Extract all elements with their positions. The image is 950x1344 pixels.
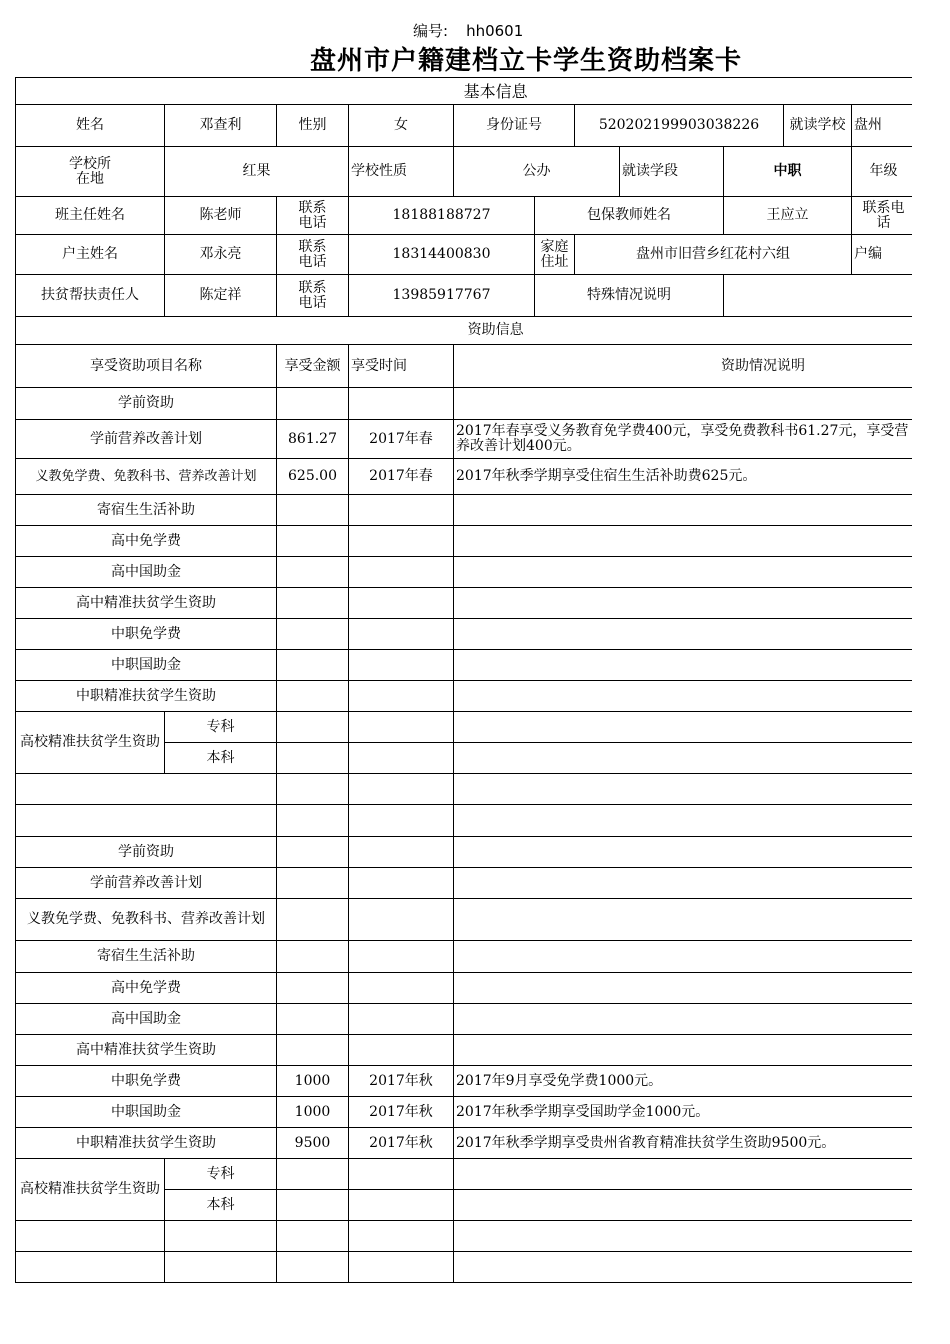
aid-time: [349, 1004, 454, 1035]
helper-label: 扶贫帮扶责任人: [16, 275, 165, 317]
aid-amount: 9500: [277, 1128, 349, 1159]
id-value: 520202199903038226: [575, 105, 784, 147]
aid-time: [349, 588, 454, 619]
aid-name: 中职国助金: [16, 650, 277, 681]
aid-time: [349, 837, 454, 868]
aid-desc: [454, 941, 913, 973]
aid-name: 学前营养改善计划: [16, 420, 277, 459]
aid-name: 学前营养改善计划: [16, 868, 277, 899]
aid-desc: [454, 681, 913, 712]
special-label: 特殊情况说明: [535, 275, 724, 317]
col-description: 资助情况说明: [454, 345, 913, 388]
aid-desc: [454, 973, 913, 1004]
aid-name: 义教免学费、免教科书、营养改善计划: [16, 459, 277, 495]
aid-desc: [454, 837, 913, 868]
aid-desc: [454, 557, 913, 588]
aid-amount: [277, 557, 349, 588]
aid-time: [349, 495, 454, 526]
hukou-label: 户编: [852, 235, 913, 275]
aid-time: [349, 619, 454, 650]
aid-name: 义教免学费、免教科书、营养改善计划: [16, 899, 277, 941]
aid-name: 高中精准扶贫学生资助: [16, 588, 277, 619]
aid-amount: [277, 1035, 349, 1066]
serial-value: hh0601: [466, 22, 524, 40]
blank-desc: [454, 774, 913, 805]
aid-desc: 2017年秋季学期享受住宿生生活补助费625元。: [454, 459, 913, 495]
school-type-label: 学校性质: [349, 147, 454, 197]
aid-time: [349, 868, 454, 899]
aid-name: 中职国助金: [16, 1097, 277, 1128]
archive-sheet: [15, 77, 912, 1283]
aid-desc: [454, 388, 913, 420]
aid-section-title: 资助信息: [16, 317, 913, 345]
aid-amount: [277, 681, 349, 712]
helper-contact-label: 联系电话: [277, 275, 349, 317]
school-label: 就读学校: [784, 105, 852, 147]
serial-number: [413, 20, 523, 41]
aid-time: [349, 743, 454, 774]
aid-name: 中职精准扶贫学生资助: [16, 681, 277, 712]
household-value: 邓永亮: [165, 235, 277, 275]
aid-name: 高中免学费: [16, 973, 277, 1004]
aid-amount: [277, 712, 349, 743]
aid-amount: [277, 868, 349, 899]
blank-name: [16, 805, 277, 837]
blank-amount: [277, 774, 349, 805]
household-contact-label: 联系电话: [277, 235, 349, 275]
id-label: 身份证号: [454, 105, 575, 147]
college-aid-label: 高校精准扶贫学生资助: [16, 1159, 165, 1221]
aid-amount: [277, 588, 349, 619]
blank-cell: [16, 1252, 165, 1283]
aid-time: 2017年春: [349, 459, 454, 495]
aid-amount: [277, 743, 349, 774]
school-type-value: 公办: [454, 147, 620, 197]
teacher-phone: 18188188727: [349, 197, 535, 235]
aid-amount: [277, 650, 349, 681]
blank-desc: [454, 1221, 913, 1252]
aid-time: 2017年秋: [349, 1066, 454, 1097]
aid-time: [349, 557, 454, 588]
helper-value: 陈定祥: [165, 275, 277, 317]
aid-desc: [454, 712, 913, 743]
blank-name: [16, 774, 277, 805]
aid-time: [349, 681, 454, 712]
aid-name: 中职精准扶贫学生资助: [16, 1128, 277, 1159]
aid-desc: 2017年9月享受免学费1000元。: [454, 1066, 913, 1097]
aid-amount: [277, 837, 349, 868]
special-value: [724, 275, 913, 317]
aid-time: [349, 1035, 454, 1066]
aid-name: 高中国助金: [16, 557, 277, 588]
aid-amount: [277, 495, 349, 526]
archive-table: [15, 77, 912, 1283]
teacher-contact-label: 联系电话: [277, 197, 349, 235]
aid-amount: 861.27: [277, 420, 349, 459]
aid-name: 高中精准扶贫学生资助: [16, 1035, 277, 1066]
aid-amount: [277, 619, 349, 650]
aid-name: 学前资助: [16, 837, 277, 868]
aid-desc: [454, 1190, 913, 1221]
col-amount: 享受金额: [277, 345, 349, 388]
aid-desc: [454, 743, 913, 774]
aid-time: [349, 1159, 454, 1190]
aid-amount: 1000: [277, 1097, 349, 1128]
aid-time: 2017年春: [349, 420, 454, 459]
blank-cell: [165, 1221, 277, 1252]
address-value: 盘州市旧营乡红花村六组: [575, 235, 852, 275]
aid-desc: [454, 899, 913, 941]
aid-time: 2017年秋: [349, 1128, 454, 1159]
page-title: 盘州市户籍建档立卡学生资助档案卡: [310, 46, 743, 76]
aid-desc: [454, 1004, 913, 1035]
aid-time: [349, 388, 454, 420]
address-label: 家庭住址: [535, 235, 575, 275]
zhuanke-label: 专科: [165, 712, 277, 743]
aid-time: [349, 650, 454, 681]
blank-desc: [454, 805, 913, 837]
school-location-label: 学校所在地: [16, 147, 165, 197]
household-label: 户主姓名: [16, 235, 165, 275]
guarantee-teacher-label: 包保教师姓名: [535, 197, 724, 235]
aid-name: 学前资助: [16, 388, 277, 420]
basic-section-title: 基本信息: [16, 78, 913, 105]
aid-amount: 1000: [277, 1066, 349, 1097]
aid-time: [349, 712, 454, 743]
aid-amount: [277, 526, 349, 557]
aid-amount: [277, 973, 349, 1004]
household-phone: 18314400830: [349, 235, 535, 275]
aid-time: [349, 899, 454, 941]
col-time: 享受时间: [349, 345, 454, 388]
aid-desc: 2017年秋季学期享受贵州省教育精准扶贫学生资助9500元。: [454, 1128, 913, 1159]
aid-desc: [454, 1159, 913, 1190]
aid-desc: [454, 650, 913, 681]
benke-label: 本科: [165, 1190, 277, 1221]
aid-name: 寄宿生生活补助: [16, 495, 277, 526]
helper-phone: 13985917767: [349, 275, 535, 317]
aid-time: [349, 941, 454, 973]
benke-label: 本科: [165, 743, 277, 774]
stage-label: 就读学段: [620, 147, 724, 197]
name-label: 姓名: [16, 105, 165, 147]
aid-desc: [454, 588, 913, 619]
aid-amount: [277, 388, 349, 420]
zhuanke-label: 专科: [165, 1159, 277, 1190]
guarantee-contact-label: 联系电话: [852, 197, 913, 235]
blank-cell: [349, 1221, 454, 1252]
aid-time: [349, 973, 454, 1004]
aid-desc: [454, 526, 913, 557]
blank-cell: [16, 1221, 165, 1252]
aid-desc: [454, 868, 913, 899]
aid-name: 中职免学费: [16, 1066, 277, 1097]
aid-time: [349, 1190, 454, 1221]
aid-name: 高中免学费: [16, 526, 277, 557]
aid-name: 中职免学费: [16, 619, 277, 650]
aid-desc: 2017年秋季学期享受国助学金1000元。: [454, 1097, 913, 1128]
aid-amount: [277, 1159, 349, 1190]
gender-value: 女: [349, 105, 454, 147]
teacher-label: 班主任姓名: [16, 197, 165, 235]
blank-time: [349, 805, 454, 837]
school-value: 盘州: [852, 105, 913, 147]
aid-amount: [277, 899, 349, 941]
aid-name: 高中国助金: [16, 1004, 277, 1035]
grade-label: 年级: [852, 147, 913, 197]
college-aid-label: 高校精准扶贫学生资助: [16, 712, 165, 774]
aid-amount: [277, 1004, 349, 1035]
blank-time: [349, 774, 454, 805]
aid-desc: 2017年春享受义务教育免学费400元，享受免费教科书61.27元，享受营养改善计划400元。: [454, 420, 913, 459]
teacher-value: 陈老师: [165, 197, 277, 235]
aid-amount: 625.00: [277, 459, 349, 495]
blank-cell: [349, 1252, 454, 1283]
serial-label: 编号:: [413, 22, 449, 40]
aid-desc: [454, 619, 913, 650]
aid-desc: [454, 495, 913, 526]
aid-amount: [277, 1190, 349, 1221]
blank-desc: [454, 1252, 913, 1283]
blank-cell: [277, 1252, 349, 1283]
col-project-name: 享受资助项目名称: [16, 345, 277, 388]
aid-time: [349, 526, 454, 557]
blank-cell: [165, 1252, 277, 1283]
aid-name: 寄宿生生活补助: [16, 941, 277, 973]
name-value: 邓查利: [165, 105, 277, 147]
gender-label: 性别: [277, 105, 349, 147]
stage-value: 中职: [724, 147, 852, 197]
guarantee-teacher-value: 王应立: [724, 197, 852, 235]
aid-time: 2017年秋: [349, 1097, 454, 1128]
blank-cell: [277, 1221, 349, 1252]
aid-desc: [454, 1035, 913, 1066]
blank-amount: [277, 805, 349, 837]
aid-amount: [277, 941, 349, 973]
school-location-value: 红果: [165, 147, 349, 197]
